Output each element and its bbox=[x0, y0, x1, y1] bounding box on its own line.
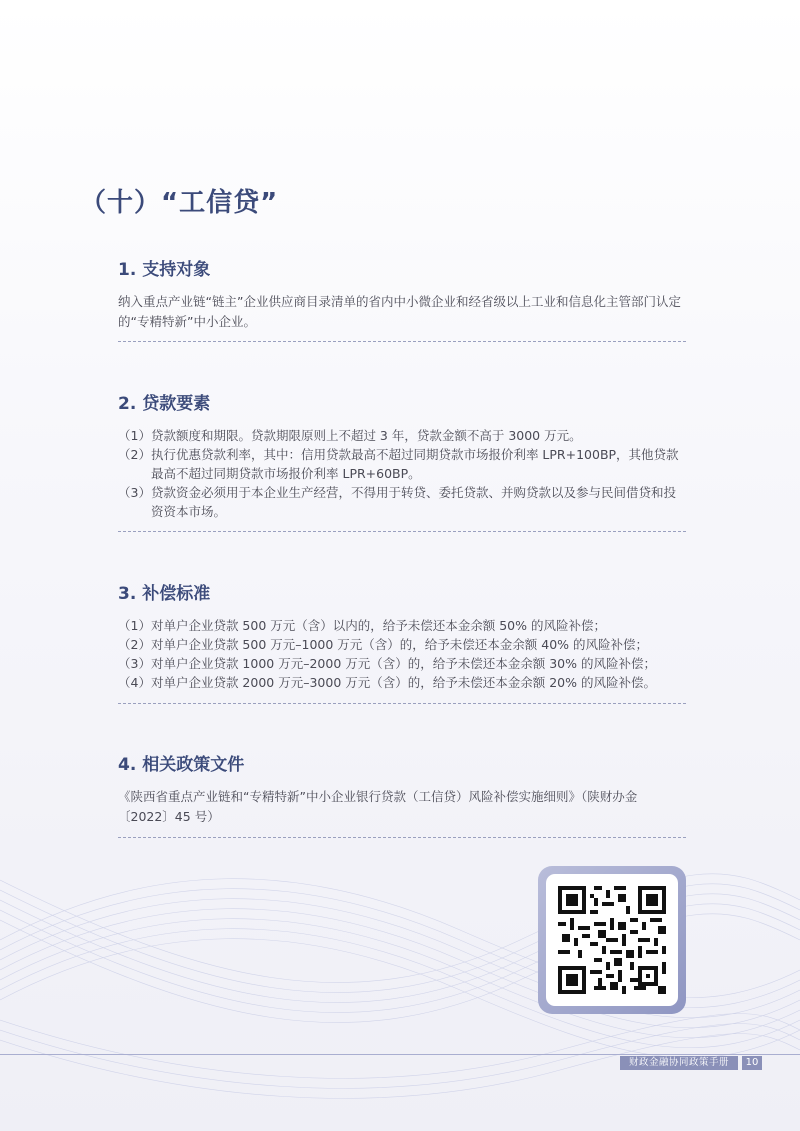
list-item: （2）对单户企业贷款 500 万元–1000 万元（含）的，给予未偿还本金余额 40% 的风险补偿； bbox=[118, 637, 649, 652]
section-heading: 4. 相关政策文件 bbox=[118, 755, 245, 775]
page-title: （十）“工信贷” bbox=[80, 188, 279, 218]
section-heading: 2. 贷款要素 bbox=[118, 394, 211, 414]
list-item: （3）贷款资金必须用于本企业生产经营，不得用于转贷、委托贷款、并购贷款以及参与民间借贷和投资资本市场。 bbox=[118, 485, 676, 519]
section-policy-documents bbox=[118, 750, 686, 827]
list-item: （2）执行优惠贷款利率，其中：信用贷款最高不超过同期贷款市场报价利率 LPR+100BP，其他贷款最高不超过同期贷款市场报价利率 LPR+60BP。 bbox=[118, 447, 679, 481]
section-heading: 3. 补偿标准 bbox=[118, 584, 211, 604]
qr-code-frame bbox=[538, 866, 686, 1014]
section-loan-elements bbox=[118, 389, 686, 521]
section-divider bbox=[118, 703, 686, 704]
section-heading: 1. 支持对象 bbox=[118, 260, 211, 280]
section-divider bbox=[118, 837, 686, 838]
section-body: 纳入重点产业链“链主”企业供应商目录清单的省内中小微企业和经省级以上工业和信息化主管部门认定的“专精特新”中小企业。 bbox=[118, 294, 681, 329]
section-support-target bbox=[118, 255, 686, 332]
section-compensation bbox=[118, 579, 686, 692]
compensation-list bbox=[118, 616, 686, 692]
list-item: （1）贷款额度和期限。贷款期限原则上不超过 3 年，贷款金额不高于 3000 万元。 bbox=[118, 428, 582, 443]
qr-code-icon bbox=[558, 886, 666, 994]
section-divider bbox=[118, 531, 686, 532]
page-number: 10 bbox=[742, 1056, 762, 1070]
list-item: （4）对单户企业贷款 2000 万元–3000 万元（含）的，给予未偿还本金余额 20% 的风险补偿。 bbox=[118, 675, 656, 690]
list-item: （3）对单户企业贷款 1000 万元–2000 万元（含）的，给予未偿还本金余额 30% 的风险补偿； bbox=[118, 656, 656, 671]
footer-line bbox=[0, 1054, 800, 1055]
list-item: （1）对单户企业贷款 500 万元（含）以内的，给予未偿还本金余额 50% 的风险补偿； bbox=[118, 618, 606, 633]
loan-elements-list bbox=[118, 426, 686, 521]
footer-handbook-label: 财政金融协同政策手册 bbox=[620, 1056, 738, 1070]
section-body: 《陕西省重点产业链和“专精特新”中小企业银行贷款（工信贷）风险补偿实施细则》（陕财办金〔2022〕45 号） bbox=[118, 789, 638, 824]
section-divider bbox=[118, 341, 686, 342]
